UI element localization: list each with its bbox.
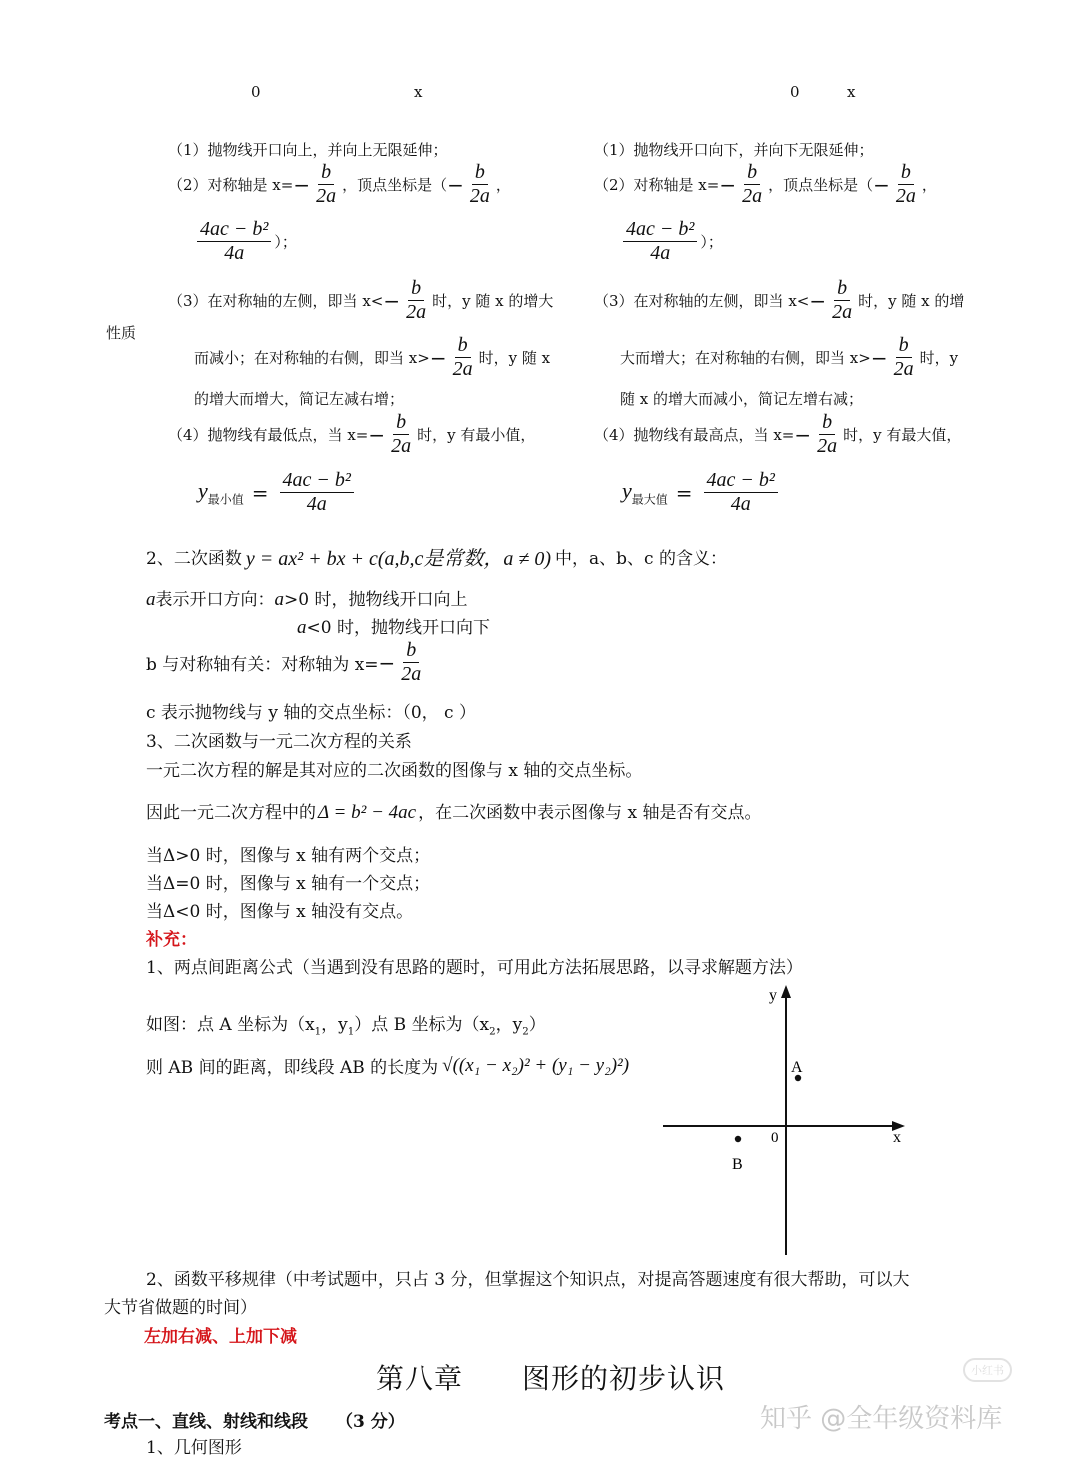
fraction-b-over-2a: $\frac{b}{2a}$ (406, 277, 427, 323)
left-p3-text-a: （3）在对称轴的左侧，即当 x< (168, 292, 384, 310)
graph-point-b-label: B (732, 1156, 743, 1173)
a-meaning-line2: a<0 时，抛物线开口向下 (297, 617, 490, 638)
left-p3-text-c: 而减小；在对称轴的右侧，即当 x> (194, 349, 430, 367)
watermark-text: 知乎 @全年级资料库 (760, 1404, 1003, 1434)
delta-negative: 当Δ<0 时，图像与 x 轴没有交点。 (146, 902, 414, 922)
supplement-label: 补充： (146, 930, 197, 950)
delta-positive: 当Δ>0 时，图像与 x 轴有两个交点； (146, 846, 431, 866)
right-p2 (594, 162, 937, 207)
left-p3-line2 (194, 335, 550, 380)
section3-heading: 3、二次函数与一元二次方程的关系 (146, 732, 412, 752)
minus-sign: − (447, 172, 464, 197)
chapter-name: 图形的初步认识 (522, 1362, 726, 1395)
point-b-dot (735, 1136, 741, 1142)
c-meaning-line: c 表示抛物线与 y 轴的交点坐标：（0， c ） (146, 703, 476, 723)
left-p2-text-c: ， (495, 176, 511, 194)
y-axis-arrow (781, 985, 791, 998)
fraction-b-over-2a: $\frac{b}{2a}$ (895, 161, 916, 207)
fraction-vertex-y: $\frac{\text{4ac − b²}}{4a}$ (197, 219, 271, 264)
right-p1: （1）抛物线开口向下，并向下无限延伸； (594, 141, 874, 159)
right-p2-end: ）； (700, 233, 723, 251)
kaodian-heading: 考点一、直线、射线和线段 （3 分） (104, 1412, 405, 1432)
right-p3-line2 (620, 335, 958, 380)
fraction-b-over-2a: $\frac{b}{2a}$ (452, 334, 473, 380)
fraction-b-over-2a: $\frac{b}{2a}$ (469, 161, 490, 207)
left-p2-end: ）； (274, 233, 297, 251)
left-p2 (168, 162, 511, 207)
left-p4-text-b: 时，y 有最小值， (417, 426, 536, 444)
section2-heading: 2、二次函数 y = ax² + bx + c(a,b,c是常数，a ≠ 0) 中， a、b、c 的含义： (146, 542, 727, 571)
right-p3-line1 (594, 278, 964, 323)
left-p3-line1 (168, 278, 553, 323)
fraction-b-over-2a: $\frac{b}{2a}$ (893, 334, 914, 380)
right-p3-text-d: 时，y (919, 349, 959, 367)
right-p2-text-c: ， (921, 176, 937, 194)
graph-origin-label: 0 (771, 1130, 779, 1146)
axis-zero-left: 0 (251, 83, 261, 101)
left-p3-text-d: 时，y 随 x (478, 349, 551, 367)
left-y-min-formula: $y_{最小值}$ = $\frac{\text{4ac − b²}}{4a}$ (198, 470, 357, 515)
left-p2-text-a: （2）对称轴是 x= (168, 176, 294, 194)
minus-sign: − (293, 172, 311, 197)
left-p4-text-a: （4）抛物线有最低点，当 x= (168, 426, 369, 444)
section3-line2: 因此一元二次方程中的 Δ = b² − 4ac ，在二次函数中表示图像与 x 轴是否有交点。 (146, 802, 762, 823)
minus-sign: − (794, 422, 812, 447)
distance-line: 则 AB 间的距离，即线段 AB 的长度为 √((x₁ − x₂)² + (y₁ − y₂)²) (146, 1054, 630, 1078)
minus-sign: − (870, 345, 888, 370)
section3-line1: 一元二次方程的解是其对应的二次函数的图像与 x 轴的交点坐标。 (146, 761, 643, 781)
minus-sign: − (368, 422, 386, 447)
graph-point-a-label: A (791, 1059, 803, 1076)
fraction-b-over-2a: $\frac{b}{2a}$ (401, 639, 422, 685)
right-vertex-y (620, 219, 723, 264)
left-p2-text-b: ，顶点坐标是（ (342, 176, 448, 194)
right-p3-text-c: 大而增大；在对称轴的右侧，即当 x> (620, 349, 871, 367)
right-p4-text-a: （4）抛物线有最高点，当 x= (594, 426, 795, 444)
b-meaning-line: b 与对称轴有关：对称轴为 x= − $\frac{b}{2a}$ (146, 640, 427, 685)
left-p3-line3: 的增大而增大，简记左减右增； (194, 390, 405, 408)
translation-rule: 左加右减、上加下减 (144, 1327, 297, 1347)
graph-y-label: y (769, 987, 777, 1004)
supplement-item2-line2: 大节省做题的时间） (104, 1298, 257, 1318)
side-label-properties: 性质 (106, 324, 137, 342)
left-p4 (168, 412, 535, 457)
right-p3-line3: 随 x 的增大而减小，简记左增右减； (620, 390, 863, 408)
y-min-subscript: 最小值 (207, 492, 244, 507)
fraction-b-over-2a: $\frac{b}{2a}$ (391, 411, 412, 457)
fraction-b-over-2a: $\frac{b}{2a}$ (817, 411, 838, 457)
chapter-number: 第八章 (376, 1362, 464, 1395)
minus-sign: − (378, 650, 396, 675)
right-p3-text-b: 时，y 随 x 的增 (858, 292, 965, 310)
fraction-vertex-y: $\frac{\text{4ac − b²}}{4a}$ (280, 470, 354, 515)
point-coordinates-line: 如图：点 A 坐标为（$x_1$，$y_1$）点 B 坐标为（$x_2$，$y_2$） (146, 1015, 546, 1038)
right-p3-text-a: （3）在对称轴的左侧，即当 x< (594, 292, 810, 310)
minus-sign: − (809, 288, 827, 313)
a-meaning-line1: a表示开口方向：a>0 时，抛物线开口向上 (146, 589, 468, 610)
fraction-b-over-2a: $\frac{b}{2a}$ (832, 277, 853, 323)
kaodian-item1: 1、几何图形 (146, 1438, 242, 1458)
fraction-vertex-y: $\frac{\text{4ac − b²}}{4a}$ (623, 219, 697, 264)
coordinate-graph (655, 980, 915, 1260)
y-max-subscript: 最大值 (631, 492, 668, 507)
left-p1: （1）抛物线开口向上，并向上无限延伸； (168, 141, 448, 159)
axis-x-right: x (847, 83, 856, 101)
axis-x-left: x (414, 83, 423, 101)
right-p2-text-b: ，顶点坐标是（ (768, 176, 874, 194)
left-p3-text-b: 时，y 随 x 的增大 (432, 292, 554, 310)
supplement-item1: 1、两点间距离公式（当遇到没有思路的题时，可用此方法拓展思路，以寻求解题方法） (146, 958, 803, 978)
right-p4 (594, 412, 961, 457)
axis-zero-right: 0 (790, 83, 800, 101)
watermark-badge: 小红书 (963, 1358, 1012, 1382)
delta-zero: 当Δ=0 时，图像与 x 轴有一个交点； (146, 874, 431, 894)
minus-sign: − (873, 172, 890, 197)
distance-formula: √((x₁ − x₂)² + (y₁ − y₂)²) (442, 1054, 630, 1076)
minus-sign: − (429, 345, 447, 370)
minus-sign: − (719, 172, 737, 197)
right-p2-text-a: （2）对称轴是 x= (594, 176, 720, 194)
minus-sign: − (383, 288, 401, 313)
fraction-vertex-y: $\frac{\text{4ac − b²}}{4a}$ (704, 470, 778, 515)
fraction-b-over-2a: $\frac{b}{2a}$ (742, 161, 763, 207)
right-p4-text-b: 时，y 有最大值， (843, 426, 962, 444)
left-vertex-y (194, 219, 297, 264)
quadratic-formula: y = ax² + bx + c(a,b,c是常数，a ≠ 0) (245, 548, 551, 570)
right-y-max-formula: $y_{最大值}$ = $\frac{\text{4ac − b²}}{4a}$ (622, 470, 781, 515)
fraction-b-over-2a: $\frac{b}{2a}$ (316, 161, 337, 207)
supplement-item2-line1: 2、函数平移规律（中考试题中，只占 3 分，但掌握这个知识点，对提高答题速度有很大帮助，可以大 (146, 1270, 910, 1290)
graph-x-label: x (893, 1129, 901, 1146)
discriminant-formula: Δ = b² − 4ac (318, 802, 417, 823)
